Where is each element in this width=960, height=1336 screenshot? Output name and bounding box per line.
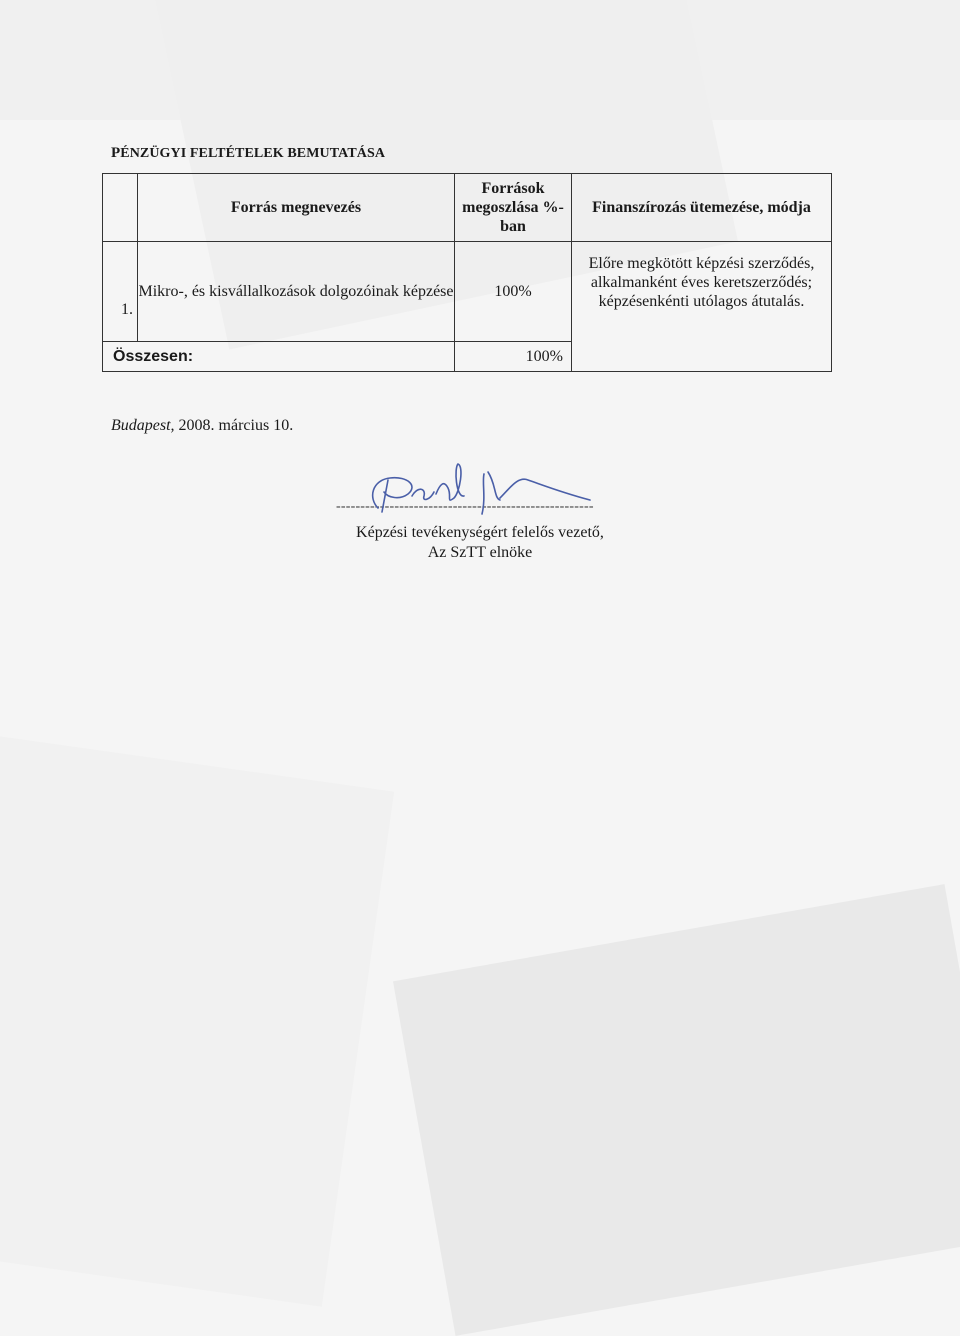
total-value: 100%	[455, 342, 572, 372]
place-date	[111, 417, 293, 435]
place-city: Budapest,	[111, 417, 175, 434]
date-text: 2008. március 10.	[178, 417, 294, 434]
title-rest: ÉNZÜGYI FELTÉTELEK BEMUTATÁSA	[120, 146, 386, 161]
row-share: 100%	[455, 242, 572, 342]
signature-line: -----------------------------------------------------	[336, 499, 594, 514]
signatory-title: Az SzTT elnöke	[427, 544, 533, 561]
signatory-caption	[0, 523, 960, 563]
background-shade	[393, 884, 960, 1336]
background-shade	[0, 733, 394, 1306]
header-share: Források megoszlása %-ban	[455, 174, 572, 242]
table-row	[103, 242, 832, 342]
table-header-row	[103, 174, 832, 242]
row-index: 1.	[103, 242, 138, 342]
signature-scribble	[360, 458, 610, 518]
total-label: Összesen:	[103, 342, 455, 372]
header-name: Forrás megnevezés	[138, 174, 455, 242]
section-title	[111, 145, 385, 162]
header-schedule: Finanszírozás ütemezése, módja	[572, 174, 832, 242]
signatory-role: Képzési tevékenységért felelős vezető,	[356, 524, 604, 541]
header-index-cell	[103, 174, 138, 242]
row-name: Mikro-, és kisvállalkozások dolgozóinak képzése	[138, 242, 455, 342]
financing-table	[102, 173, 832, 372]
row-schedule: Előre megkötött képzési szerződés, alkalmanként éves keretszerződés; képzésenkénti utólagos átutalás.	[572, 242, 832, 372]
title-initial: P	[111, 145, 121, 161]
